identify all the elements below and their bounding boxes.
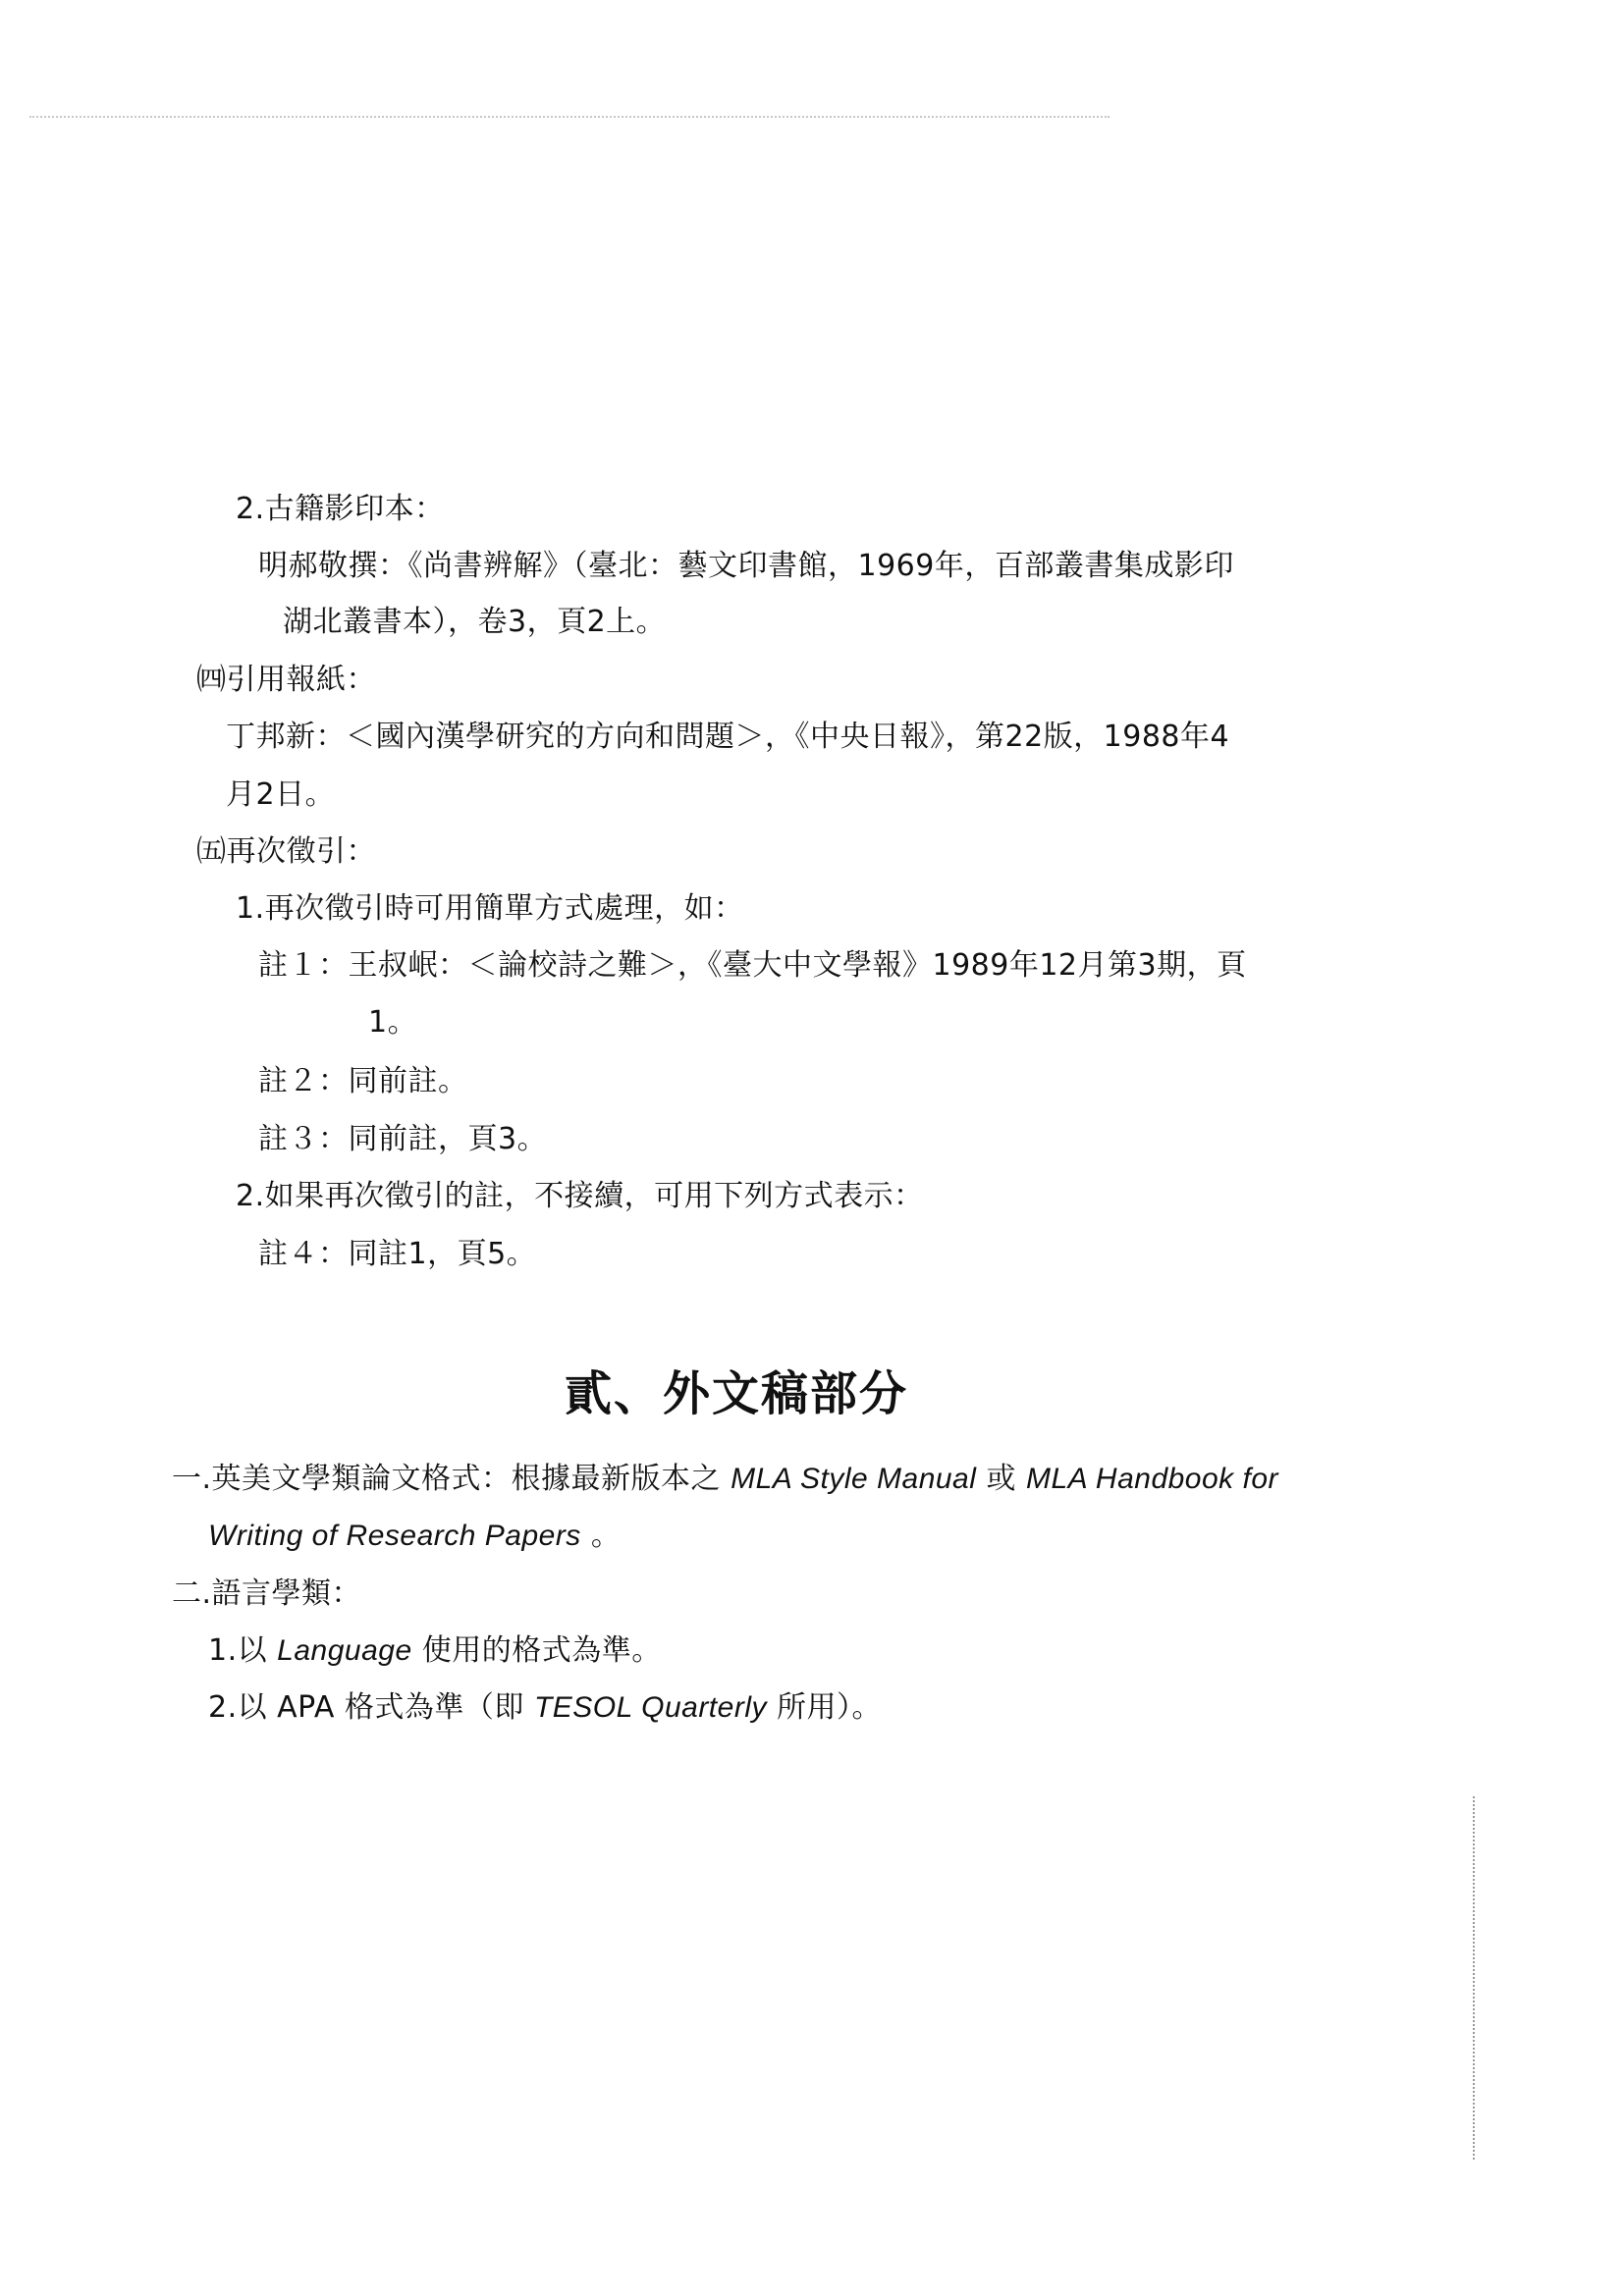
rule-2-prefix: 2.以 APA 格式為準（即 [208, 1690, 534, 1725]
line-ancient-reprint-example-1: 明郝敬撰：《尚書辨解》（臺北：藝文印書館，1969年，百部叢書集成影印 [258, 549, 1234, 583]
english-literature-prefix: 一.英美文學類論文格式：根據最新版本之 [172, 1462, 731, 1496]
line-end-mark: 。 [580, 1519, 622, 1553]
mla-style-manual-title: MLA Style Manual [731, 1463, 977, 1495]
tesol-quarterly-title: TESOL Quarterly [533, 1691, 767, 1724]
line-note-1-cont: 1。 [368, 1005, 418, 1040]
line-ancient-reprint: 2.古籍影印本： [236, 492, 445, 526]
line-note-4: 註４：同註1，頁5。 [258, 1237, 537, 1271]
section-heading: 貳、外文稿部分 [565, 1366, 909, 1421]
scan-noise-top [29, 116, 1110, 120]
line-newspaper-example-2: 月2日。 [226, 777, 336, 812]
line-english-literature-format-cont [208, 1517, 621, 1556]
scan-edge-right [1473, 1796, 1475, 2160]
rule-1-suffix: 使用的格式為準。 [411, 1633, 662, 1668]
line-re-citation-heading: ㈤再次徵引： [196, 834, 376, 869]
line-re-citation-rule-1: 1.再次徵引時可用簡單方式處理，如： [236, 891, 744, 926]
line-ancient-reprint-example-2: 湖北叢書本），卷3，頁2上。 [283, 605, 667, 639]
line-re-citation-rule-2: 2.如果再次徵引的註，不接續，可用下列方式表示： [236, 1179, 924, 1213]
line-note-3: 註３：同前註，頁3。 [258, 1122, 548, 1156]
line-note-1: 註１：王叔岷：＜論校詩之難＞，《臺大中文學報》1989年12月第3期，頁 [258, 948, 1247, 983]
line-linguistics-heading: 二.語言學類： [172, 1576, 362, 1611]
line-newspaper-example-1: 丁邦新：＜國內漢學研究的方向和問題＞，《中央日報》，第22版，1988年4 [226, 720, 1230, 754]
line-english-literature-format [172, 1460, 1278, 1499]
line-note-2: 註２：同前註。 [258, 1064, 468, 1098]
mla-handbook-title: MLA Handbook for [1026, 1463, 1279, 1495]
line-linguistics-rule-1 [208, 1631, 662, 1671]
rule-1-prefix: 1.以 [208, 1633, 278, 1668]
rule-2-suffix: 所用）。 [766, 1690, 883, 1725]
line-linguistics-rule-2 [208, 1688, 882, 1728]
line-newspaper-heading: ㈣引用報紙： [196, 663, 376, 697]
or-text: 或 [976, 1462, 1026, 1496]
language-journal-title: Language [277, 1634, 412, 1667]
mla-handbook-title-cont: Writing of Research Papers [208, 1520, 581, 1552]
